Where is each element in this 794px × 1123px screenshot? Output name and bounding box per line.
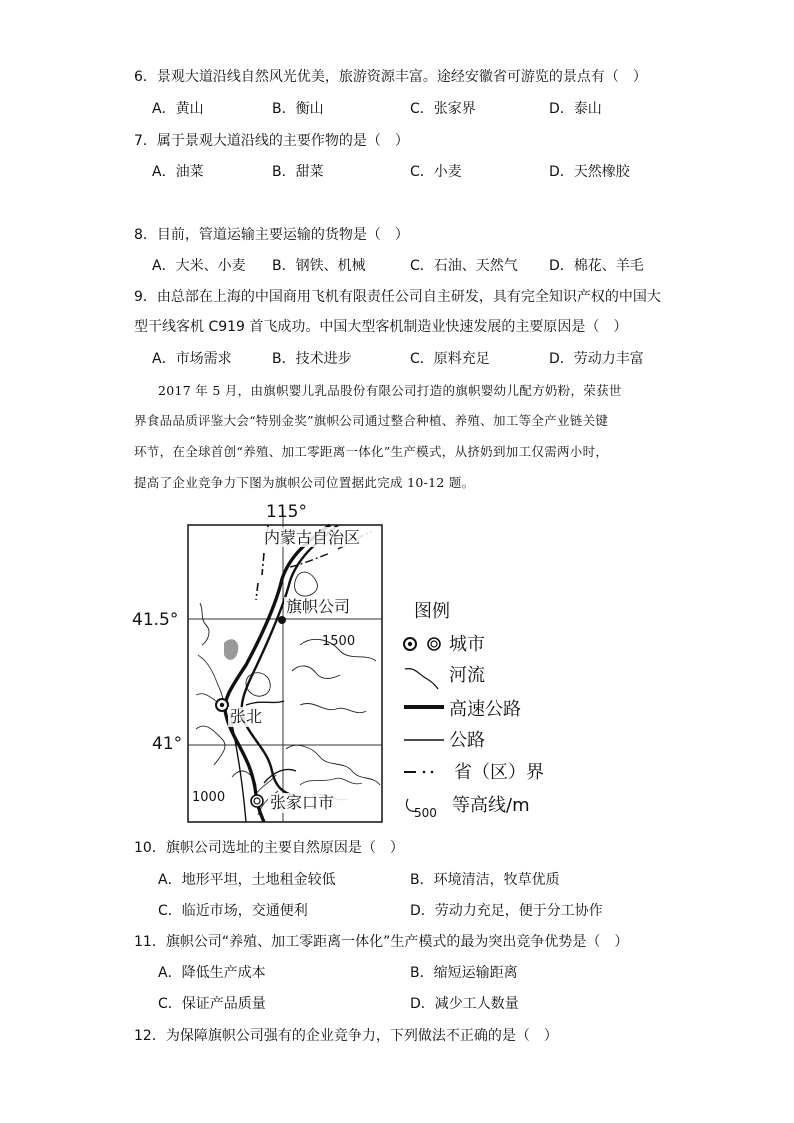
legend-city-label: 城市	[449, 634, 485, 655]
q9-option-b[interactable]: B．技术进步	[272, 351, 352, 367]
q11-option-b[interactable]: B．缩短运输距离	[410, 965, 518, 981]
q10-option-c[interactable]: C．临近市场，交通便利	[158, 903, 308, 919]
legend-river-symbol	[405, 669, 438, 689]
company-label: 旗帜公司	[286, 597, 351, 616]
q6-option-a[interactable]: A．黄山	[152, 101, 204, 117]
q9-option-a[interactable]: A．市场需求	[152, 351, 232, 367]
map-legend	[404, 601, 544, 820]
region-label: 内蒙古自治区	[264, 528, 361, 547]
q11-option-c[interactable]: C．保证产品质量	[158, 996, 266, 1012]
q10-option-a[interactable]: A．地形平坦，土地租金较低	[158, 872, 336, 888]
question-10-stem: 10．旗帜公司选址的主要自然原因是（ ）	[134, 840, 404, 856]
passage-line-4: 提高了企业竞争力下图为旗帜公司位置据此完成 10-12 题。	[134, 475, 475, 490]
question-9-stem-line1: 9．由总部在上海的中国商用飞机有限责任公司自主研发，具有完全知识产权的中国大	[134, 289, 661, 305]
question-7-stem: 7．属于景观大道沿线的主要作物的是（ ）	[134, 133, 409, 149]
contour-label-1000: 1000	[192, 790, 226, 805]
lat-label-top: 41.5°	[132, 610, 179, 630]
question-11-stem: 11．旗帜公司“养殖、加工零距离一体化”生产模式的最为突出竞争优势是（ ）	[134, 934, 629, 950]
passage-line-1: 2017 年 5 月，由旗帜婴儿乳品股份有限公司打造的旗帜婴幼儿配方奶粉，荣获世	[158, 383, 622, 398]
passage-line-2: 界食品品质评鉴大会“特别金奖”旗帜公司通过整合种植、养殖、加工等全产业链关键	[134, 413, 609, 428]
q6-option-c[interactable]: C．张家界	[410, 101, 476, 117]
legend-contour-value: 500	[414, 806, 437, 820]
question-8-stem: 8．目前，管道运输主要运输的货物是（ ）	[134, 227, 409, 243]
q9-option-c[interactable]: C．原料充足	[410, 351, 490, 367]
q8-option-b[interactable]: B．钢铁、机械	[272, 258, 366, 274]
contour-label-1500: 1500	[322, 634, 356, 649]
legend-road-label: 公路	[449, 730, 485, 751]
lon-label: 115°	[266, 502, 307, 522]
question-12-stem: 12．为保障旗帜公司强有的企业竞争力，下列做法不正确的是（ ）	[134, 1028, 558, 1044]
legend-contour-label: 等高线/m	[452, 795, 530, 816]
legend-title: 图例	[414, 601, 450, 622]
city-label-zhangbei: 张北	[230, 707, 263, 726]
q6-option-b[interactable]: B．衡山	[272, 101, 324, 117]
city-label-zhangjiakou: 张家口市	[270, 793, 335, 812]
q6-option-d[interactable]: D．泰山	[549, 101, 602, 117]
question-6-stem: 6．景观大道沿线自然风光优美，旅游资源丰富。途经安徽省可游览的景点有（ ）	[134, 69, 647, 85]
q11-option-d[interactable]: D．减少工人数量	[410, 996, 519, 1012]
q7-option-a[interactable]: A．油菜	[152, 164, 204, 180]
lat-label-bottom: 41°	[152, 734, 183, 754]
location-map	[0, 495, 794, 835]
q10-option-b[interactable]: B．环境清洁，牧草优质	[410, 872, 560, 888]
lake	[224, 639, 238, 660]
legend-river-label: 河流	[449, 665, 485, 686]
q7-option-d[interactable]: D．天然橡胶	[549, 164, 630, 180]
q11-option-a[interactable]: A．降低生产成本	[158, 965, 266, 981]
q7-option-c[interactable]: C．小麦	[410, 164, 462, 180]
question-9-stem-line2: 型干线客机 C919 首飞成功。中国大型客机制造业快速发展的主要原因是（ ）	[134, 319, 628, 335]
city-zhangjiakou-marker	[251, 795, 263, 807]
legend-city-symbol-2	[428, 638, 440, 650]
q10-option-d[interactable]: D．劳动力充足，便于分工协作	[410, 903, 603, 919]
q8-option-c[interactable]: C．石油、天然气	[410, 258, 518, 274]
company-marker	[278, 616, 286, 624]
q8-option-d[interactable]: D．棉花、羊毛	[549, 258, 644, 274]
q7-option-b[interactable]: B．甜菜	[272, 164, 324, 180]
legend-highway-label: 高速公路	[449, 699, 521, 720]
passage-line-3: 环节，在全球首创“养殖、加工零距离一体化”生产模式，从挤奶到加工仅需两小时，	[134, 444, 609, 459]
legend-boundary-label: 省（区）界	[454, 762, 544, 783]
q9-option-d[interactable]: D．劳动力丰富	[549, 351, 644, 367]
q8-option-a[interactable]: A．大米、小麦	[152, 258, 246, 274]
